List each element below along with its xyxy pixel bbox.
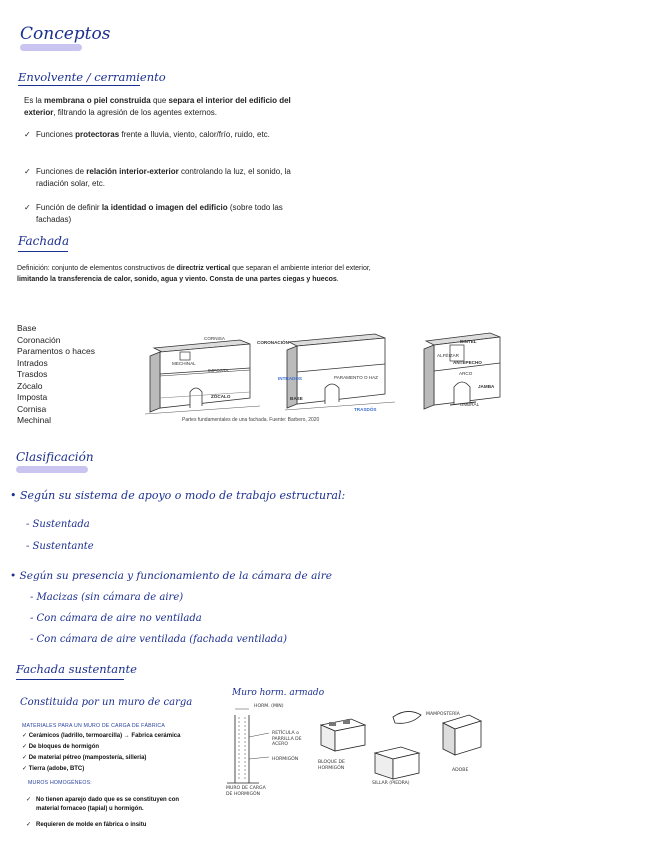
- sustentante-sub: Constituida por un muro de carga: [20, 697, 193, 708]
- list-item: Intrados: [17, 357, 48, 368]
- label-zocalo: ZÓCALO: [211, 394, 231, 399]
- materiales-item-1: ✓ Cerámicos (ladrillo, termoarcilla) → Fabrica cerámica: [22, 733, 181, 739]
- check-icon: ✓: [24, 203, 31, 212]
- label-paramento: PARAMENTO O HAZ: [334, 375, 378, 380]
- check-icon: ✓: [24, 167, 31, 176]
- sketch-label-sillar: SILLAR (PIEDRA): [372, 781, 410, 786]
- list-item: Zócalo: [17, 380, 43, 391]
- sketch-label-bloque: BLOQUE DE HORMIGÓN: [318, 760, 345, 771]
- list-item: Trasdos: [17, 369, 48, 379]
- clasificacion-b2-item-2: - Con cámara de aire no ventilada: [30, 613, 202, 624]
- clasificacion-highlight: [16, 466, 88, 473]
- list-item: Coronación: [17, 334, 61, 345]
- clasificacion-b1-item-1: - Sustentada: [26, 519, 90, 530]
- sustentante-heading: Fachada sustentante: [16, 662, 137, 676]
- label-arco: ARCO: [459, 371, 473, 376]
- sustentante-underline: [16, 679, 124, 680]
- label-alfeizar: ALFÉIZAR: [437, 353, 459, 358]
- fachada-heading: Fachada: [18, 234, 70, 248]
- check-icon: ✓: [26, 822, 32, 828]
- sketch-label-hormigon: HORMIGÓN: [272, 757, 299, 762]
- sketch-label-mamposteria: MAMPOSTERÍA: [426, 712, 460, 717]
- label-mechinal: MECHINAL: [172, 361, 196, 366]
- fachada-underline: [18, 251, 68, 252]
- sketch-label-reticula: RETÍCULA o PARRILLA DE ACERO: [272, 731, 302, 747]
- label-trasdos: TRASDÓS: [354, 407, 377, 412]
- envolvente-item-1: ✓ Funciones protectoras frente a lluvia, viento, calor/frío, ruido, etc.: [24, 130, 270, 139]
- sketch-label-adobe: ADOBE: [452, 768, 469, 773]
- fachada-definition: Definición: conjunto de elementos constructivos de directriz vertical que separan el ambiente interior del exterior, limitando la transferencia de calor, sonido, agua y viento. Consta de una partes ciegas y huecos.: [17, 265, 371, 283]
- figure-caption: Partes fundamentales de una fachada. Fuente: Barbero, 2020: [182, 417, 320, 423]
- title-highlight: [20, 44, 82, 51]
- clasificacion-bullet-2: • Según su presencia y funcionamiento de la cámara de aire: [10, 570, 332, 582]
- muro-sketch: [225, 703, 510, 803]
- label-jamba: JAMBA: [478, 384, 495, 389]
- list-item: Mechinal: [17, 415, 52, 425]
- label-dintel: DINTEL: [460, 339, 477, 344]
- label-antepecho: ANTEPECHO: [453, 360, 482, 365]
- homogeneos-heading: MUROS HOMOGÉNEOS:: [28, 780, 92, 786]
- muro-heading: Muro horm. armado: [232, 688, 325, 698]
- facade-figure-1: [140, 326, 260, 416]
- label-base: BASE: [290, 396, 303, 401]
- envolvente-underline: [18, 85, 140, 86]
- materiales-item-2: ✓ De bloques de hormigón: [22, 744, 100, 750]
- homogeneos-item-2: ✓ Requieren de molde en fábrica o insitu: [26, 822, 147, 828]
- check-icon: ✓: [22, 766, 29, 772]
- envolvente-item-3: ✓ Función de definir la identidad o imagen del edificio (sobre todo las fachadas): [24, 203, 283, 224]
- materiales-item-4: ✓ Tierra (adobe, BTC): [22, 766, 85, 772]
- label-cornisa: CORNISA: [204, 336, 225, 341]
- sketch-label-muro: MURO DE CARGA DE HORMIGÓN: [226, 786, 266, 797]
- list-item: Cornisa: [17, 403, 47, 414]
- list-item: Paramentos o haces: [17, 346, 95, 356]
- sketch-label-horm: HORM. (MIN): [254, 704, 284, 709]
- check-icon: ✓: [24, 130, 31, 139]
- clasificacion-heading: Clasificación: [16, 450, 94, 464]
- clasificacion-b2-item-1: - Macizas (sin cámara de aire): [30, 592, 184, 603]
- label-intrados: INTRADÓS: [278, 376, 302, 381]
- label-imposta: IMPOSTA: [208, 368, 229, 373]
- clasificacion-b2-item-3: - Con cámara de aire ventilada (fachada ventilada): [30, 634, 287, 645]
- materiales-item-3: ✓ De material pétreo (mampostería, sillería): [22, 755, 147, 761]
- clasificacion-bullet-1: • Según su sistema de apoyo o modo de trabajo estructural:: [10, 489, 346, 502]
- envolvente-heading: Envolvente / cerramiento: [18, 70, 166, 84]
- page-title: Conceptos: [20, 24, 111, 44]
- label-umbral: UMBRAL: [460, 402, 480, 407]
- label-coronacion: CORONACIÓN: [257, 340, 289, 345]
- materiales-heading: MATERIALES PARA UN MURO DE CARGA DE FÁBRICA: [22, 723, 166, 729]
- clasificacion-b1-item-2: - Sustentante: [26, 541, 94, 552]
- check-icon: ✓: [22, 744, 29, 750]
- envolvente-item-2: ✓ Funciones de relación interior-exterior controlando la luz, el sonido, la radiación solar, etc.: [24, 167, 291, 188]
- envolvente-intro: Es la membrana o piel construida que separa el interior del edificio del exterior, filtrando la agresión de los agentes externos.: [24, 96, 291, 117]
- check-icon: ✓: [22, 755, 29, 761]
- check-icon: ✓: [22, 733, 29, 739]
- list-item: Base: [17, 323, 37, 333]
- homogeneos-item-1: ✓ No tienen aparejo dado que es se constituyen con material fornaceo (tapial) u hormigón.: [26, 797, 180, 812]
- fachada-parts-list: [17, 323, 95, 427]
- list-item: Imposta: [17, 392, 48, 402]
- check-icon: ✓: [26, 797, 32, 803]
